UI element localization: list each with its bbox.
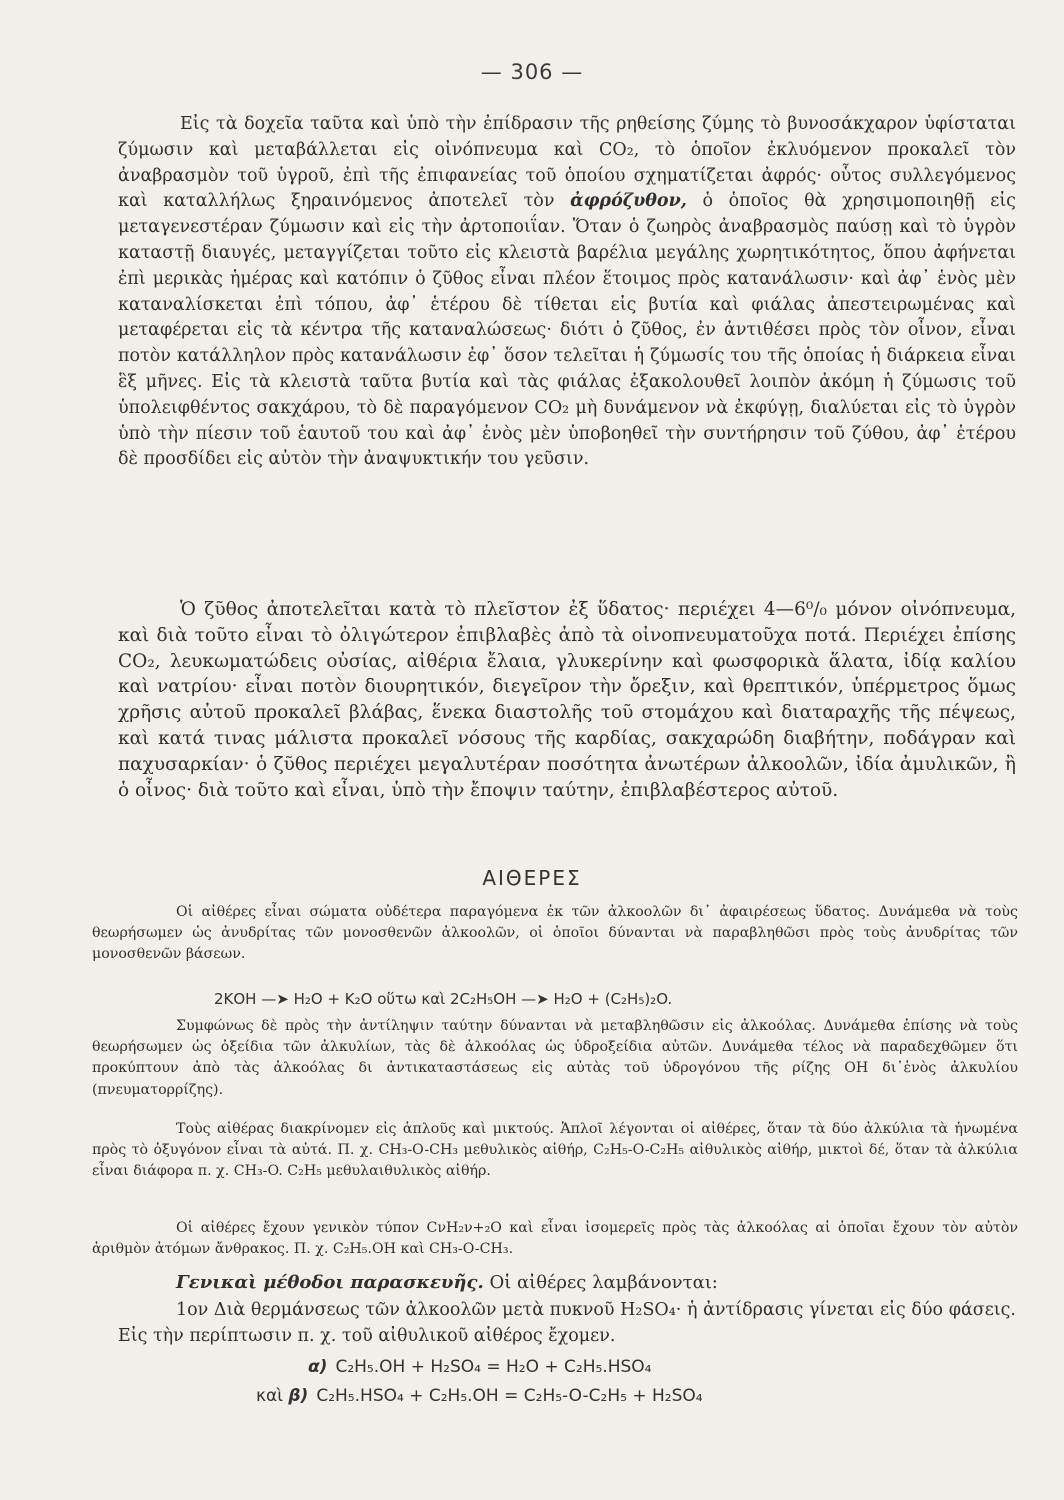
paragraph-preparation-method: 1ον Διὰ θερμάνσεως τῶν ἀλκοολῶν μετὰ πυκνοῦ H₂SO₄· ἡ ἀντίδρασις γίνεται εἰς δύο φάσεις. Εἰς τὴν περίπτωσιν π. χ. τοῦ αἰθυλικοῦ αἰθέρος ἔχομεν. [118, 1300, 1016, 1346]
paragraph-1-text: Εἰς τὰ δοχεῖα ταῦτα καὶ ὑπὸ τὴν ἐπίδρασιν τῆς ρηθείσης ζύμης τὸ βυνοσάκχαρον ὑφίσταται ζύμωσιν καὶ μεταβάλλεται εἰς οἰνόπνευμα καὶ CO₂, τὸ ὁποῖον ἐκλυόμενον προκαλεῖ τὸν ἀναβρασμὸν τοῦ ὑγροῦ, ἐπὶ τῆς ἐπιφανείας τοῦ ὁποίου σχηματίζεται ἀφρός· οὗτος συλλεγόμενος καὶ καταλλήλως ξηραινόμενος ἀποτελεῖ τὸν [118, 114, 1016, 212]
ethers-concept: Συμφώνως δὲ πρὸς τὴν ἀντίληψιν ταύτην δύνανται νὰ μεταβληθῶσιν εἰς ἀλκοόλας. Δυνάμεθα ἐπίσης νὰ τοὺς θεωρήσωμεν ὡς ὀξείδια τῶν ἀλκυλίων, τὰς δὲ ἀλκοόλας ὡς ὑδροξείδια αὐτῶν. Δυνάμεθα τέλος νὰ παραδεχθῶμεν ὅτι προκύπτουν ἀπὸ τὰς ἀλκοόλας δι ἀντικαταστάσεως εἰς αὐτὰς τοῦ ὑδρογόνου τῆς ρίζης ΟΗ δι᾽ἑνὸς ἀλκυλίου (πνευματορρίζης). [92, 1018, 1018, 1098]
subheading-rest: Οἱ αἰθέρες λαμβάνονται: [489, 1272, 718, 1293]
afrozythos-term: ἀφρόζυθον, [570, 191, 687, 212]
equation-alpha [0, 1357, 1064, 1377]
equation-beta [0, 1386, 1064, 1406]
ethers-general-formula: Οἱ αἰθέρες ἔχουν γενικὸν τύπον CνH₂ν+₂O καὶ εἶναι ἰσομερεῖς πρὸς τὰς ἀλκοόλας αἱ ὁποῖαι ἔχουν τὸν αὐτὸν ἀριθμὸν ἀτόμων ἄνθρακος. Π. χ. C₂H₅.OH καὶ CH₃-O-CH₃. [92, 1220, 1018, 1258]
subheading-bold: Γενικαὶ μέθοδοι παρασκευῆς. [176, 1272, 484, 1293]
paragraph-1-continued: ὁ ὁποῖος θὰ χρησιμοποιηθῇ εἰς μεταγενεστέραν ζύμωσιν καὶ εἰς τὴν ἀρτοποιΐαν. Ὅταν ὁ ζωηρὸς ἀναβρασμὸς παύσῃ καὶ τὸ ὑγρὸν καταστῇ διαυγές, μεταγγίζεται τοῦτο εἰς κλειστὰ βαρέλια μεγάλης χωρητικότητος, ὅπου ἀφήνεται ἐπὶ μερικὰς ἡμέρας καὶ κατόπιν ὁ ζῦθος εἶναι πλέον ἕτοιμος πρὸς κατανάλωσιν· καὶ ἀφ᾽ ἑνὸς μὲν καταναλίσκεται ἐπὶ τόπου, ἀφ᾽ ἑτέρου δὲ τίθεται εἰς βυτία καὶ φιάλας ἀπεστειρωμένας καὶ μεταφέρεται εἰς τὰ κέντρα τῆς καταναλώσεως· διότι ὁ ζῦθος, ἐν ἀντιθέσει πρὸς τὸν οἶνον, εἶναι ποτὸν κατάλληλον πρὸς κατανάλωσιν ἐφ᾽ ὅσον τελεῖται ἡ ζύμωσίς του τῆς ὁποίας ἡ διάρκεια εἶναι ἓξ μῆνες. Εἰς τὰ κλειστὰ ταῦτα βυτία καὶ τὰς φιάλας ἐξακολουθεῖ λοιπὸν ἀκόμη ἡ ζύμωσις τοῦ ὑπολειφθέντος σακχάρου, τὸ δὲ παραγόμενον CO₂ μὴ δυνάμενον νὰ ἐκφύγῃ, διαλύεται εἰς τὸ ὑγρὸν ὑπὸ τὴν πίεσιν τοῦ ἑαυτοῦ του καὶ ἀφ᾽ ἑνὸς μὲν ὑποβοηθεῖ τὴν συντήρησιν τοῦ ζύθου, ἀφ᾽ ἑτέρου δὲ προσδίδει εἰς αὐτὸν τὴν ἀναψυκτικήν του γεῦσιν. [118, 191, 1016, 470]
equation-alpha-label: α) [308, 1357, 328, 1377]
equation-beta-prefix: καὶ [256, 1386, 283, 1406]
subheading-preparation [176, 1270, 1016, 1296]
page-number: — 306 — [480, 60, 584, 84]
ethers-classification: Τοὺς αἰθέρας διακρίνομεν εἰς ἁπλοῦς καὶ μικτούς. Ἁπλοῖ λέγονται οἱ αἰθέρες, ὅταν τὰ δύο ἀλκύλια τὰ ἡνωμένα πρὸς τὸ ὀξυγόνον εἶναι τὰ αὐτά. Π. χ. CH₃-O-CH₃ μεθυλικὸς αἰθήρ, C₂H₅-O-C₂H₅ αἰθυλικὸς αἰθήρ, μικτοὶ δέ, ὅταν τὰ ἀλκύλια εἶναι διάφορα π. χ. CH₃-O. C₂H₅ μεθυλαιθυλικὸς αἰθήρ. [92, 1121, 1018, 1180]
paragraph-beer-composition: Ὁ ζῦθος ἀποτελεῖται κατὰ τὸ πλεῖστον ἐξ ὕδατος· περιέχει 4—6⁰/₀ μόνον οἰνόπνευμα, καὶ διὰ τοῦτο εἶναι τὸ ὀλιγώτερον ἐπιβλαβὲς ἀπὸ τὰ οἰνοπνευματοῦχα ποτά. Περιέχει ἐπίσης CO₂, λευκωματώδεις οὐσίας, αἰθέρια ἔλαια, γλυκερίνην καὶ φωσφορικὰ ἅλατα, ἰδίᾳ καλίου καὶ νατρίου· εἶναι ποτὸν διουρητικόν, διεγεῖρον τὴν ὄρεξιν, καὶ θρεπτικόν, ὑπέρμετρος ὅμως χρῆσις αὐτοῦ προκαλεῖ βλάβας, ἕνεκα διαστολῆς τοῦ στομάχου καὶ διαταραχῆς τῆς πέψεως, καὶ κατά τινας μάλιστα προκαλεῖ νόσους τῆς καρδίας, σακχαρώδη διαβήτην, ποδάγραν καὶ παχυσαρκίαν· ὁ ζῦθος περιέχει μεγαλυτέραν ποσότητα ἀνωτέρων ἀλκοολῶν, ἰδία ἀμυλικῶν, ἢ ὁ οἶνος· διὰ τοῦτο καὶ εἶναι, ὑπὸ τὴν ἔποψιν ταύτην, ἐπιβλαβέστερος αὐτοῦ. [118, 599, 1016, 801]
equation-beta-label: β) [288, 1386, 309, 1406]
ethers-definition: Οἱ αἰθέρες εἶναι σώματα οὐδέτερα παραγόμενα ἐκ τῶν ἀλκοολῶν δι᾽ ἀφαιρέσεως ὕδατος. Δυνάμεθα νὰ τοὺς θεωρήσωμεν ὡς ἀνυδρίτας τῶν μονοσθενῶν ἀλκοολῶν, οἱ ὁποῖοι δύνανται νὰ παραβληθῶσι πρὸς τοὺς ἀνυδρίτας τῶν μονοσθενῶν βάσεων. [92, 904, 1018, 963]
equation-beta-body: C₂H₅.HSO₄ + C₂H₅.OH = C₂H₅-O-C₂H₅ + H₂SO₄ [316, 1386, 703, 1406]
formula-anhydride: 2ΚΟΗ —➤ H₂O + K₂O οὕτω καὶ 2C₂H₅OH —➤ H₂O + (C₂H₅)₂O. [214, 990, 673, 1008]
equation-alpha-body: C₂H₅.OH + H₂SO₄ = H₂O + C₂H₅.HSO₄ [335, 1357, 652, 1377]
section-heading-ethers: ΑΙΘΕΡΕΣ [482, 866, 582, 890]
paragraph-beer-fermentation [118, 112, 1016, 473]
